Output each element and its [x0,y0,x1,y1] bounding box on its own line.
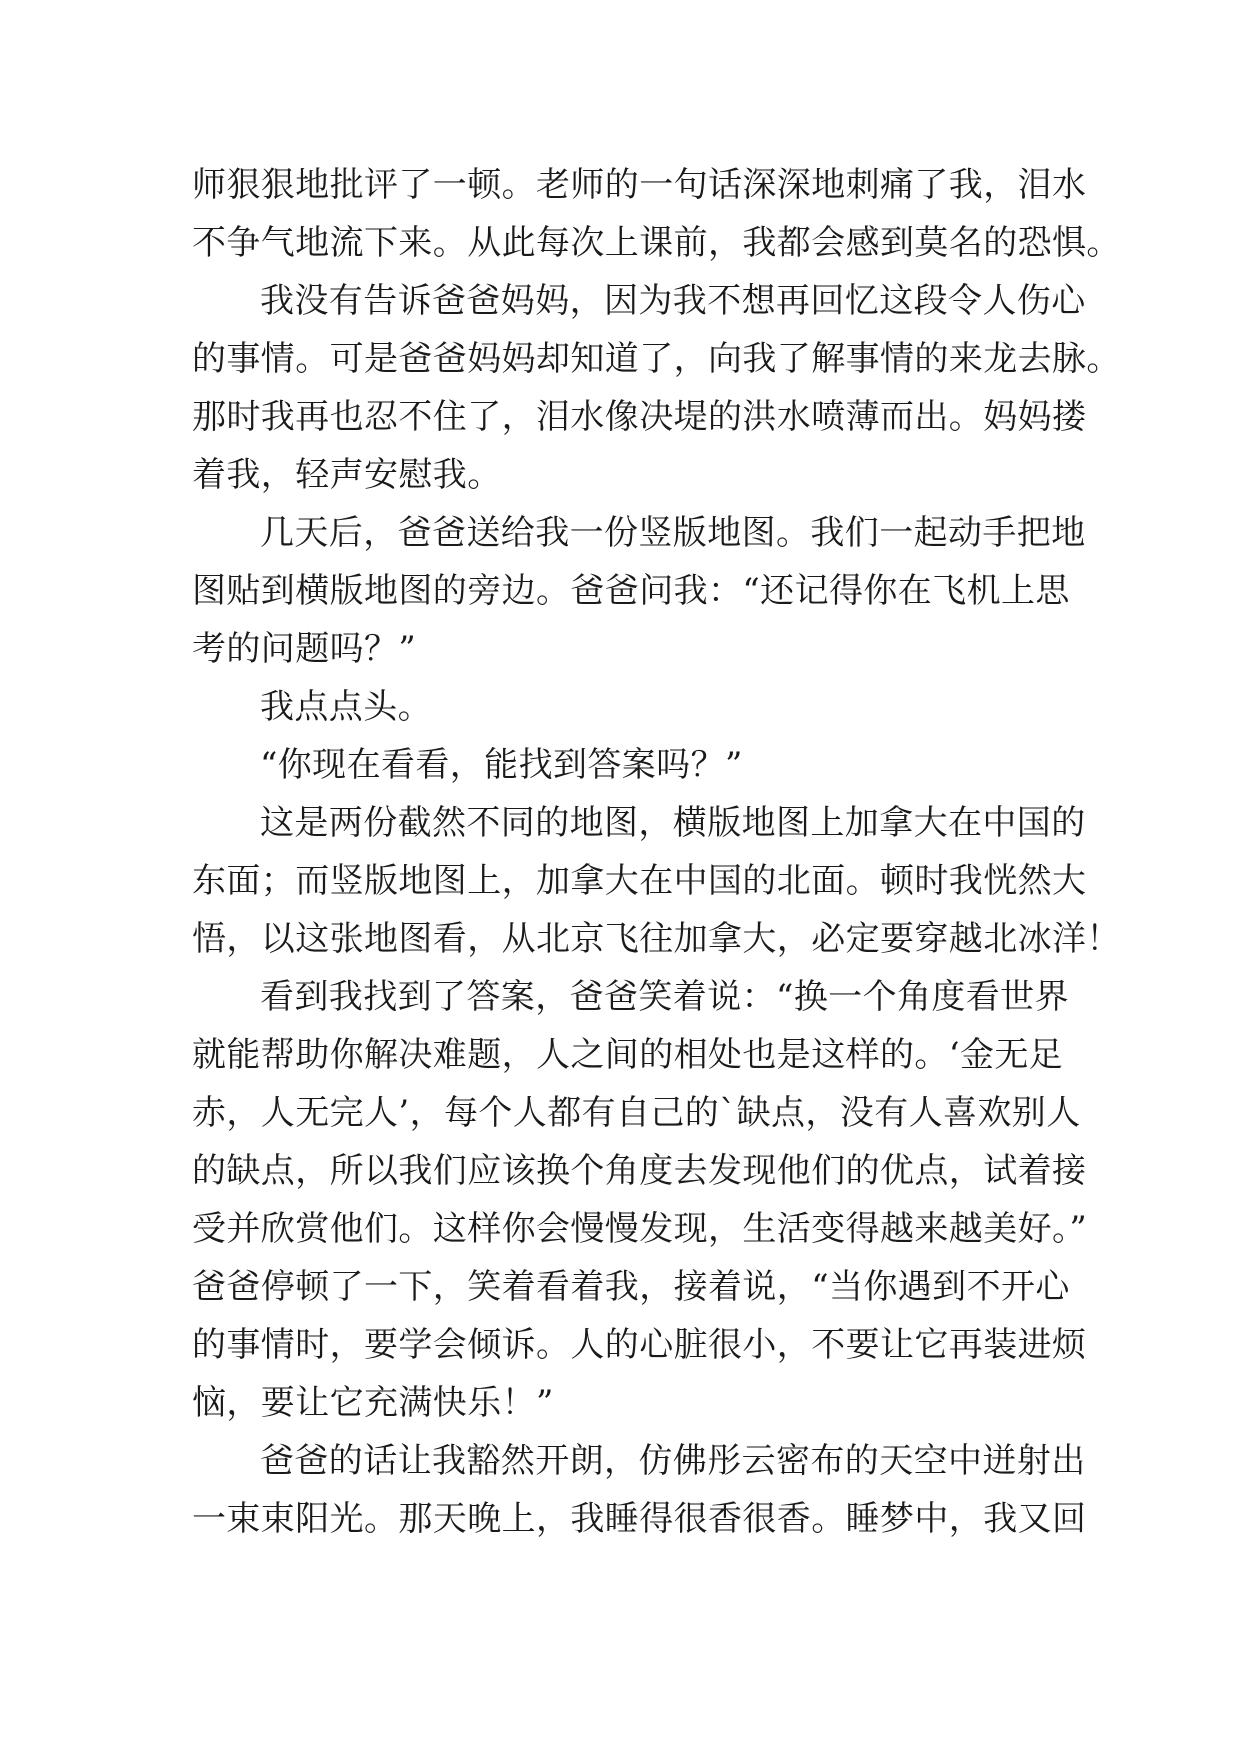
text-line: 受并欣赏他们。这样你会慢慢发现，生活变得越来越美好。” [192,1209,1088,1249]
text-line: 着我，轻声安慰我。 [192,455,502,495]
text-line: 这是两份截然不同的地图，横版地图上加拿大在中国的 [260,803,1086,843]
text-line: 恼，要让它充满快乐！” [192,1383,554,1423]
text-line: 看到我找到了答案，爸爸笑着说：“换一个角度看世界 [260,977,1069,1017]
text-line: 的事情。可是爸爸妈妈却知道了，向我了解事情的来龙去脉。 [192,339,1121,379]
text-line: 爸爸停顿了一下，笑着看着我，接着说，“当你遇到不开心 [192,1267,1070,1307]
text-line: 爸爸的话让我豁然开朗，仿佛彤云密布的天空中迸射出 [260,1441,1086,1481]
text-line: 不争气地流下来。从此每次上课前，我都会感到莫名的恐惧。 [192,223,1121,263]
text-line: 东面；而竖版地图上，加拿大在中国的北面。顿时我恍然大 [192,861,1087,901]
text-line: 一束束阳光。那天晚上，我睡得很香很香。睡梦中，我又回 [192,1499,1087,1539]
text-line: 悟，以这张地图看，从北京飞往加拿大，必定要穿越北冰洋！ [192,919,1121,959]
text-line: 考的问题吗？” [192,629,417,669]
text-line: 那时我再也忍不住了，泪水像决堤的洪水喷薄而出。妈妈搂 [192,397,1087,437]
text-line: 赤，人无完人’，每个人都有自己的`缺点，没有人喜欢别人 [192,1093,1081,1133]
text-line: 我没有告诉爸爸妈妈，因为我不想再回忆这段令人伤心 [260,281,1086,321]
text-line: 师狠狠地批评了一顿。老师的一句话深深地刺痛了我，泪水 [192,165,1087,205]
text-line: 就能帮助你解决难题，人之间的相处也是这样的。‘金无足 [192,1035,1064,1075]
text-line: “你现在看看，能找到答案吗？” [260,745,743,785]
text-line: 我点点头。 [260,687,432,727]
body-text [192,156,1121,1548]
text-line: 几天后，爸爸送给我一份竖版地图。我们一起动手把地 [260,513,1086,553]
text-line: 图贴到横版地图的旁边。爸爸问我：“还记得你在飞机上思 [192,571,1070,611]
text-line: 的事情时，要学会倾诉。人的心脏很小，不要让它再装进烦 [192,1325,1087,1365]
text-line: 的缺点，所以我们应该换个角度去发现他们的优点，试着接 [192,1151,1087,1191]
